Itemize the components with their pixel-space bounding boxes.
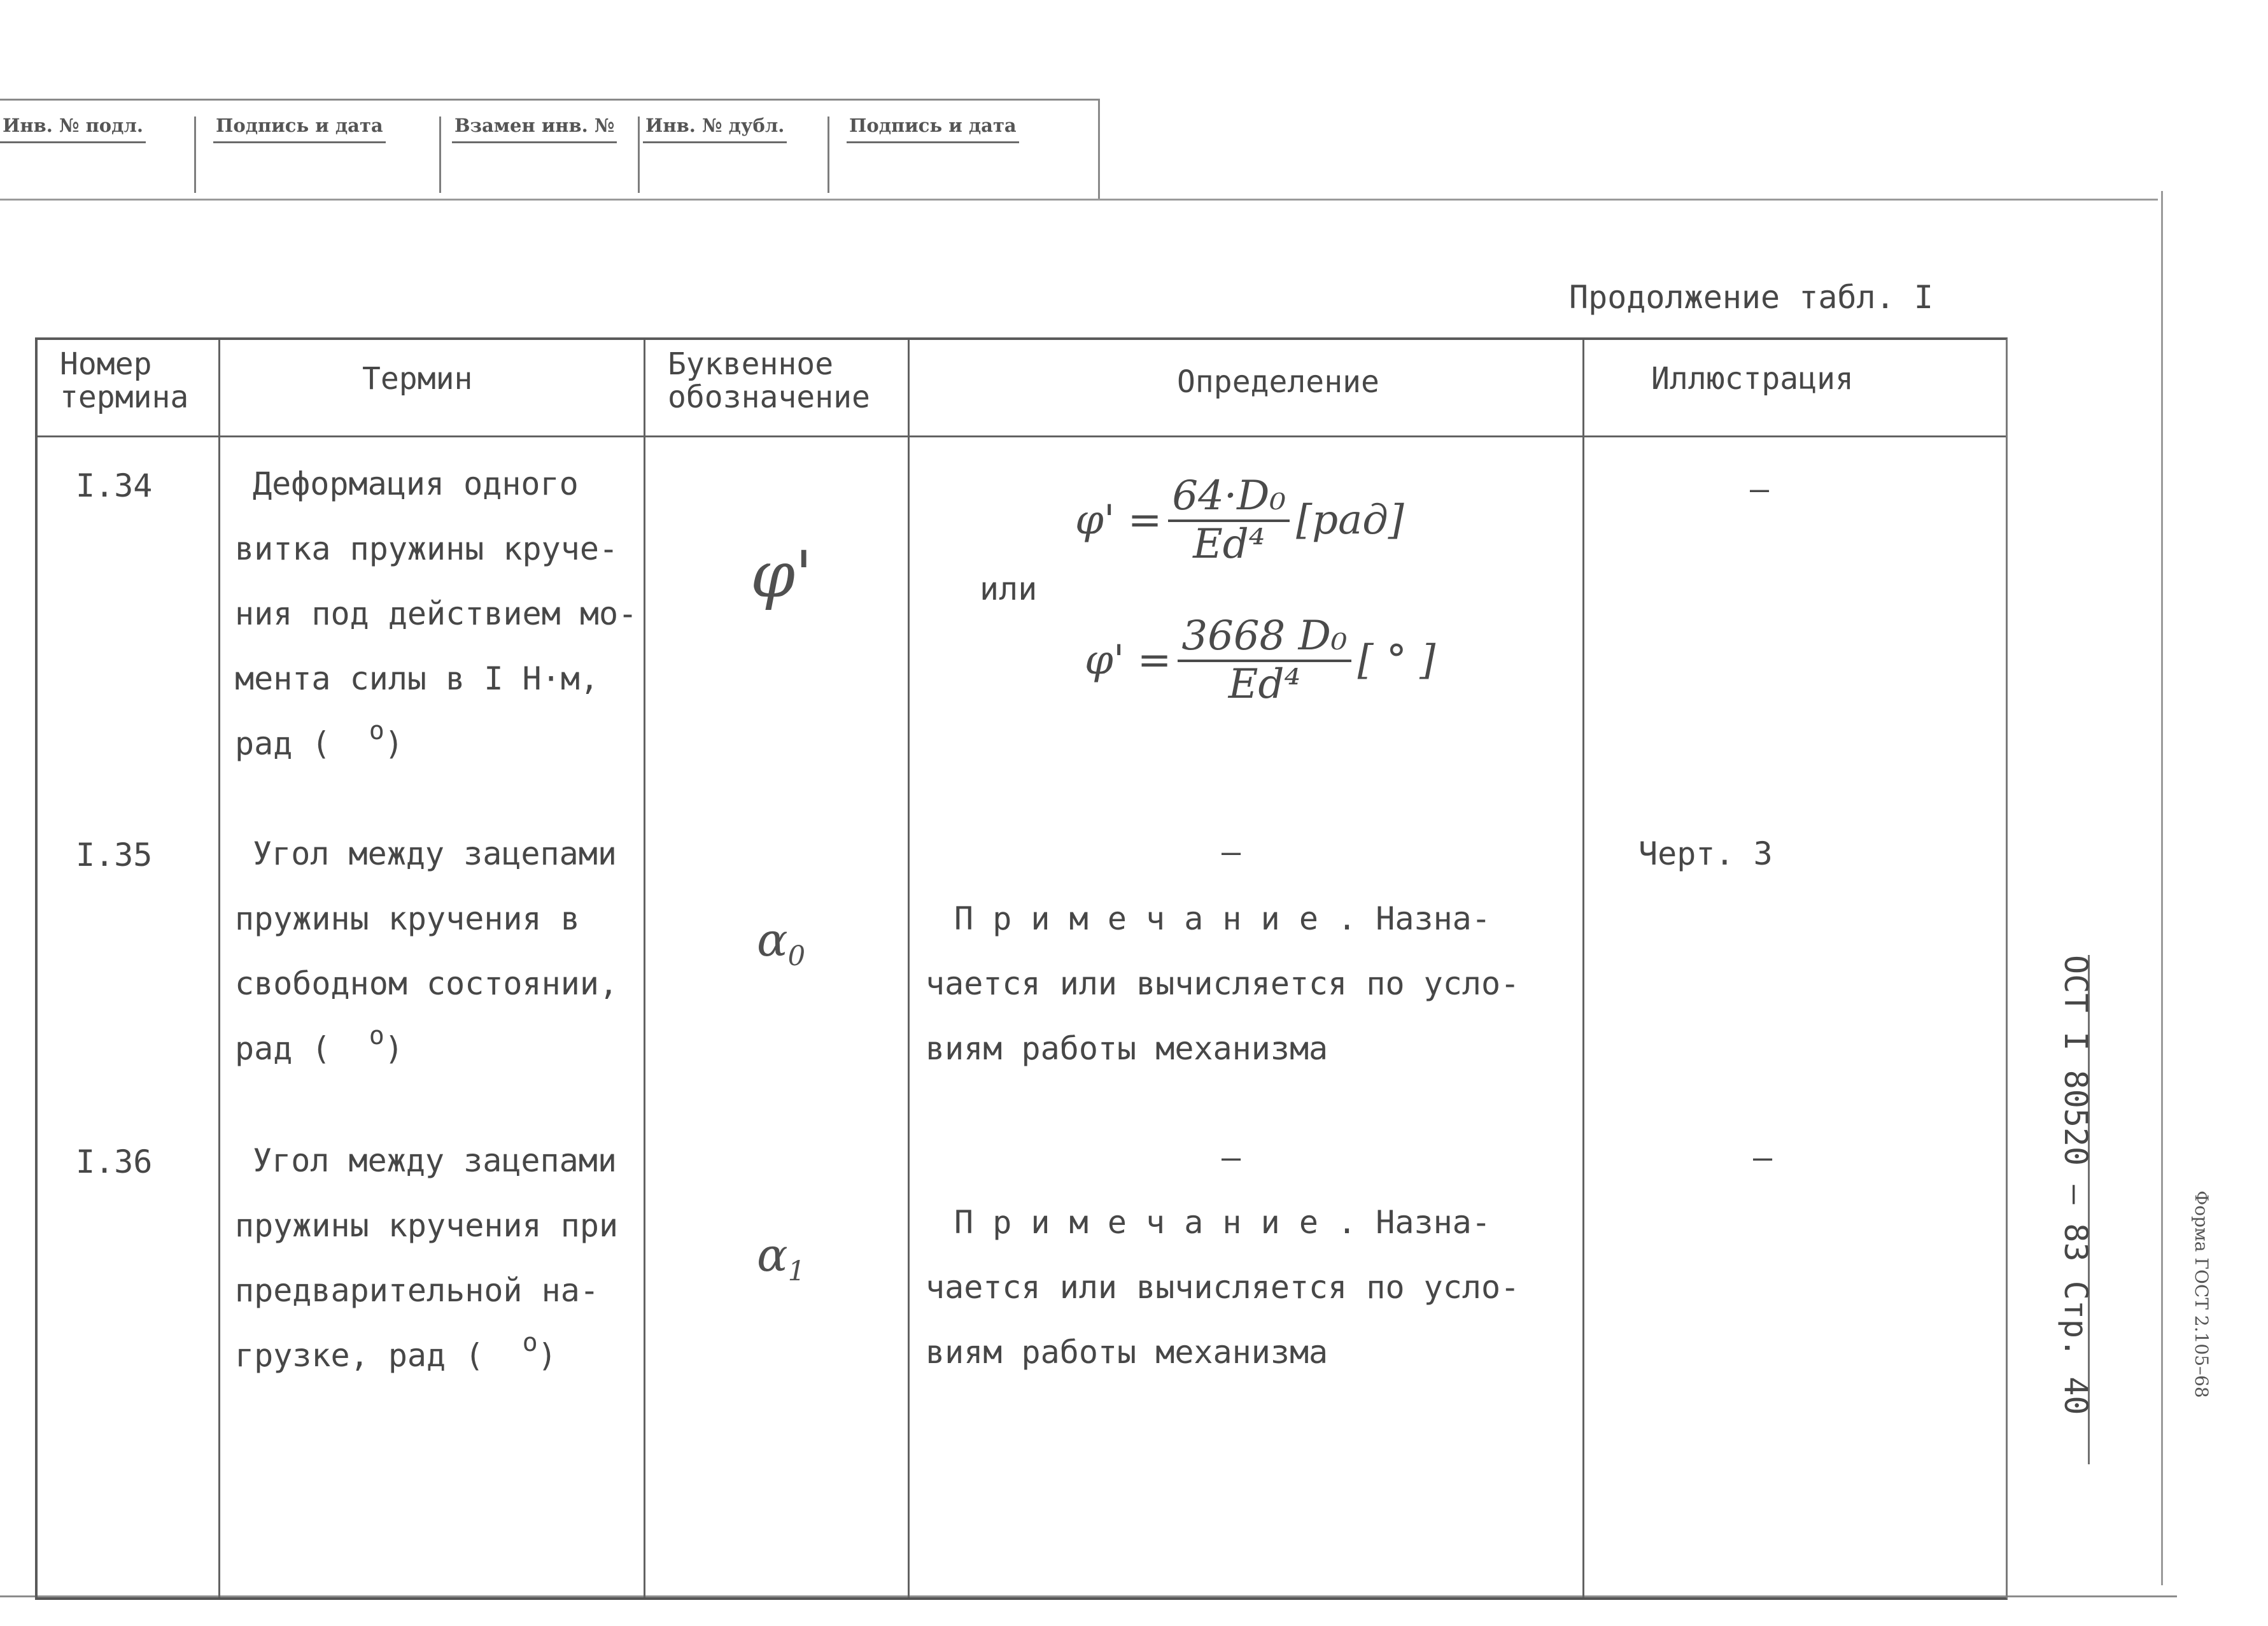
- stamp-label-signature-date-2: Подпись и дата: [847, 115, 1019, 143]
- illustration-dash: –: [1753, 1139, 1773, 1176]
- definition-or: или: [980, 570, 1038, 607]
- definition-dash: –: [1222, 833, 1241, 870]
- column-divider: [644, 340, 645, 1597]
- symbol-alpha-0: $\alpha_0$: [757, 913, 806, 973]
- header-divider: [38, 435, 2006, 437]
- definition-dash: –: [1222, 1139, 1241, 1176]
- header-illustration: Иллюстрация: [1651, 361, 1854, 397]
- stamp-separator: [828, 117, 829, 193]
- symbol-phi-prime: φ': [750, 537, 813, 612]
- illustration-dash: –: [1750, 470, 1770, 507]
- symbol-alpha-1: $\alpha_1$: [757, 1228, 806, 1288]
- stamp-label-signature-date: Подпись и дата: [213, 115, 386, 143]
- header-symbol: Буквенное обозначение: [668, 346, 870, 415]
- stamp-label-replace-inv: Взамен инв. №: [452, 115, 617, 143]
- terms-table: [35, 337, 2008, 1600]
- document-code: ОСТ I 80520 – 83 Стр. 40: [2057, 955, 2094, 1415]
- definition-note: П р и м е ч а н и е . Назна- чается или вычисляется по усло- виям работы механизма: [926, 1204, 1520, 1371]
- form-standard: Форма ГОСТ 2.105–68: [2191, 1191, 2212, 1398]
- row-number: I.36: [76, 1143, 153, 1180]
- stamp-strip: [0, 99, 1100, 201]
- term-text: Угол между зацепами пружины кручения при предварительной на- грузке, рад ( $^o$): [235, 1142, 619, 1374]
- stamp-label-inv-dubl: Инв. № дубл.: [643, 115, 787, 143]
- column-divider: [218, 340, 220, 1597]
- row-number: I.35: [76, 837, 153, 873]
- stamp-label-inv-podl: Инв. № подл.: [0, 115, 146, 143]
- definition-note: П р и м е ч а н и е . Назна- чается или вычисляется по усло- виям работы механизма: [926, 900, 1520, 1067]
- term-text: Угол между зацепами пружины кручения в свободном состоянии, рад ( $^o$): [235, 835, 619, 1067]
- column-divider: [1582, 340, 1584, 1597]
- frame-right-line: [2161, 191, 2163, 1585]
- stamp-separator: [638, 117, 640, 193]
- stamp-separator: [194, 117, 196, 193]
- row-number: I.34: [76, 467, 153, 504]
- stamp-separator: [439, 117, 441, 193]
- illustration-ref: Черт. 3: [1638, 835, 1773, 872]
- term-text: Деформация одного витка пружины круче- ния под действием мо- мента силы в I Н·м, рад ( $^o$): [235, 465, 638, 762]
- column-divider: [908, 340, 910, 1597]
- formula-rad: φ' = $\frac{\text{64·D₀}}{\text{Ed⁴}}$ [рад]: [1075, 472, 1404, 568]
- header-term: Термин: [362, 361, 473, 397]
- formula-degree: φ' = $\frac{\text{3668 D₀}}{\text{Ed⁴}}$ [ ° ]: [1085, 612, 1436, 708]
- header-number: Номер термина: [60, 346, 189, 415]
- table-continuation-note: Продолжение табл. I: [1569, 279, 1933, 316]
- header-definition: Определение: [1177, 364, 1379, 400]
- frame-top-line: [0, 199, 2158, 201]
